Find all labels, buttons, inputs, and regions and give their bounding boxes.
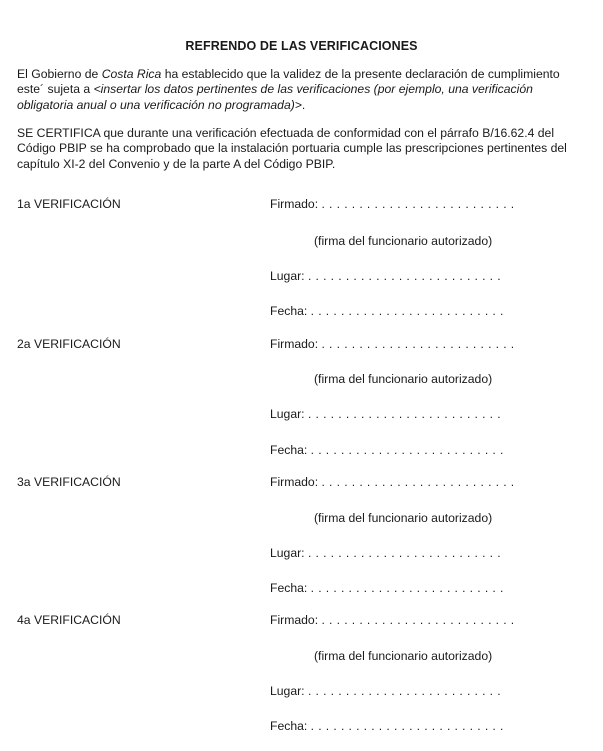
placeholder-text: <insertar los datos pertinentes de las verificaciones (por ejemplo, una verificación xyxy=(93,82,533,97)
validity-line-1: El Gobierno de Costa Rica ha establecido que la validez de la presente declaración de cumplimiento xyxy=(17,67,560,81)
verification-3-signature-note: (firma del funcionario autorizado) xyxy=(314,511,493,525)
certification-line-2: Código PBIP se ha comprobado que la instalación portuaria cumple las prescripciones pertinentes del xyxy=(17,141,567,156)
verification-4-place-field: Lugar: . . . . . . . . . . . . . . . . . . . . . . . . . . xyxy=(270,684,502,698)
verification-4-label: 4a VERIFICACIÓN xyxy=(17,613,121,627)
verification-4-signature-note: (firma del funcionario autorizado) xyxy=(314,649,493,663)
verification-3-signed-field: Firmado: . . . . . . . . . . . . . . . . . . . . . . . . . . xyxy=(270,475,515,489)
verification-2-label: 2a VERIFICACIÓN xyxy=(17,337,121,351)
certification-paragraph xyxy=(17,126,603,172)
country-name: Costa Rica xyxy=(101,67,162,81)
verification-4-signed-field: Firmado: . . . . . . . . . . . . . . . . . . . . . . . . . . xyxy=(270,613,515,627)
verification-3-date-field: Fecha: . . . . . . . . . . . . . . . . . . . . . . . . . . xyxy=(270,581,504,595)
verification-1-place-field: Lugar: . . . . . . . . . . . . . . . . . . . . . . . . . . xyxy=(270,269,502,283)
verification-4-date-field: Fecha: . . . . . . . . . . . . . . . . . . . . . . . . . . xyxy=(270,719,504,733)
verification-1-signed-field: Firmado: . . . . . . . . . . . . . . . . . . . . . . . . . . xyxy=(270,197,515,211)
verification-2-signature-note: (firma del funcionario autorizado) xyxy=(314,372,493,386)
verification-2-date-field: Fecha: . . . . . . . . . . . . . . . . . . . . . . . . . . xyxy=(270,443,504,457)
verification-1-signature-note: (firma del funcionario autorizado) xyxy=(314,234,493,248)
validity-line-3: obligatoria anual o una verificación no programada)>. xyxy=(17,97,306,112)
validity-paragraph xyxy=(17,67,603,113)
document-title: REFRENDO DE LAS VERIFICACIONES xyxy=(185,39,418,53)
verification-3-label: 3a VERIFICACIÓN xyxy=(17,475,121,489)
validity-line-2: este´ sujeta a <insertar los datos pertinentes de las verificaciones (por ejemplo, una verificación xyxy=(17,82,533,97)
verification-1-date-field: Fecha: . . . . . . . . . . . . . . . . . . . . . . . . . . xyxy=(270,304,504,318)
certification-line-1: SE CERTIFICA que durante una verificación efectuada de conformidad con el párrafo B/16.62.4 del xyxy=(17,126,555,140)
certification-line-3: capítulo XI-2 del Convenio y de la parte A del Código PBIP. xyxy=(17,156,336,171)
verification-3-place-field: Lugar: . . . . . . . . . . . . . . . . . . . . . . . . . . xyxy=(270,546,502,560)
verification-1-label: 1a VERIFICACIÓN xyxy=(17,197,121,211)
placeholder-text-cont: obligatoria anual o una verificación no programada)> xyxy=(17,97,302,112)
verification-2-signed-field: Firmado: . . . . . . . . . . . . . . . . . . . . . . . . . . xyxy=(270,337,515,351)
verification-2-place-field: Lugar: . . . . . . . . . . . . . . . . . . . . . . . . . . xyxy=(270,407,502,421)
